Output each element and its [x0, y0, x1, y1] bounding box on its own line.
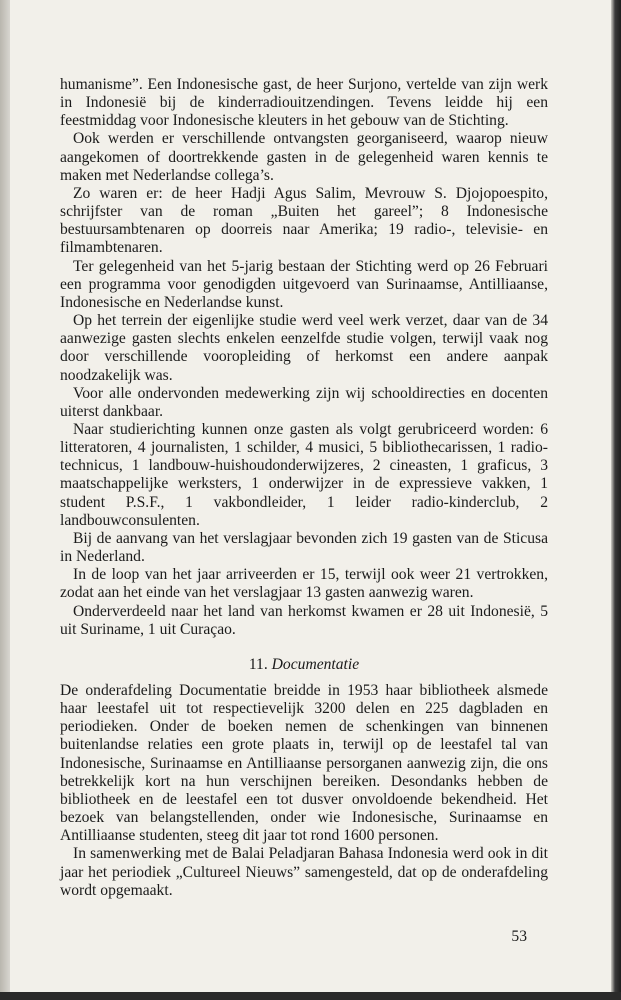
paragraph: Onderverdeeld naar het land van herkomst kwamen er 28 uit Indonesië, 5 uit Suriname, 1 uit Curaçao.: [60, 602, 548, 638]
document-page: [10, 0, 611, 992]
paragraph: Bij de aanvang van het verslagjaar bevonden zich 19 gasten van de Sticusa in Nederland.: [60, 529, 548, 566]
paragraph: In de loop van het jaar arriveerden er 15, terwijl ook weer 21 vertrokken, zodat aan het einde van het verslagjaar 13 gasten aanwezig waren.: [60, 566, 548, 602]
page-bottom-edge: [0, 992, 621, 1000]
paragraph: Ter gelegenheid van het 5-jarig bestaan der Stichting werd op 26 Februari een programma voor genodigden uitgevoerd van Surinaamse, Antilliaanse, Indonesische en Nederlandse kunst.: [60, 257, 548, 311]
paragraph: Op het terrein der eigenlijke studie werd veel werk verzet, daar van de 34 aanwezige gasten slechts enkelen eenzelfde studie volgen, terwijl vaak nog door verschillende vooropleiding of herkomst een andere aanpak noodzakelijk was.: [60, 312, 548, 384]
section-heading: [60, 656, 548, 674]
paragraph: Voor alle ondervonden medewerking zijn wij schooldirecties en docenten uiterst dankbaar.: [60, 384, 548, 420]
section-title: Documentatie: [271, 655, 360, 673]
paragraph: Naar studierichting kunnen onze gasten als volgt gerubriceerd worden: 6 litteratoren, 4 journalisten, 1 schilder, 4 musici, 5 bibliothecarissen, 1 radio-technicus, 1 landbouw-huishoudonderwijzeres, 2 cineasten, 1 graficus, 3 maatschappelijke werksters, 1 onderwijzer in de expressieve vakken, 1 student P.S.F., 1 vakbondleider, 1 leider radio-kinderclub, 2 landbouwconsulenten.: [60, 420, 548, 529]
paragraph: In samenwerking met de Balai Peladjaran Bahasa Indonesia werd ook in dit jaar het periodiek „Cultureel Nieuws” samengesteld, dat op de onderafdeling wordt opgemaakt.: [60, 845, 548, 899]
paragraph: Ook werden er verschillende ontvangsten georganiseerd, waarop nieuw aangekomen of doortrekkende gasten in de gelegenheid waren kennis te maken met Nederlandse collega’s.: [60, 130, 548, 184]
body-text: [60, 76, 548, 900]
paragraph: humanisme”. Een Indonesische gast, de heer Surjono, vertelde van zijn werk in Indonesië bij de kinderradiouitzendingen. Tevens leidde hij een feestmiddag voor Indonesische kleuters in het gebouw van de Stichting.: [60, 76, 548, 130]
paragraph: Zo waren er: de heer Hadji Agus Salim, Mevrouw S. Djojopoespito, schrijfster van de roman „Buiten het gareel”; 8 Indonesische bestuursambtenaren op doorreis naar Amerika; 19 radio-, televisie- en filmambtenaren.: [60, 184, 548, 257]
section-number: 11.: [248, 655, 268, 673]
page-number: 53: [511, 928, 527, 945]
page-right-edge: [611, 0, 621, 1000]
page-left-edge: [0, 0, 10, 1000]
paragraph: De onderafdeling Documentatie breidde in 1953 haar bibliotheek alsmede haar leestafel uit tot respectievelijk 3200 delen en 225 dagbladen en periodieken. Onder de boeken nemen de schenkingen van binnenen buitenlandse relaties een grote plaats in, terwijl op de leestafel tal van Indonesische, Surinaamse en Antilliaanse persorganen aanwezig zijn, die ons betrekkelijk kort na hun verschijnen bereiken. Desondanks hebben de bibliotheek en de leestafel een tot dusver onvoldoende bekendheid. Het bezoek van belangstellenden, onder wie Indonesische, Surinaamse en Antilliaanse studenten, steeg dit jaar tot rond 1600 personen.: [60, 682, 548, 845]
